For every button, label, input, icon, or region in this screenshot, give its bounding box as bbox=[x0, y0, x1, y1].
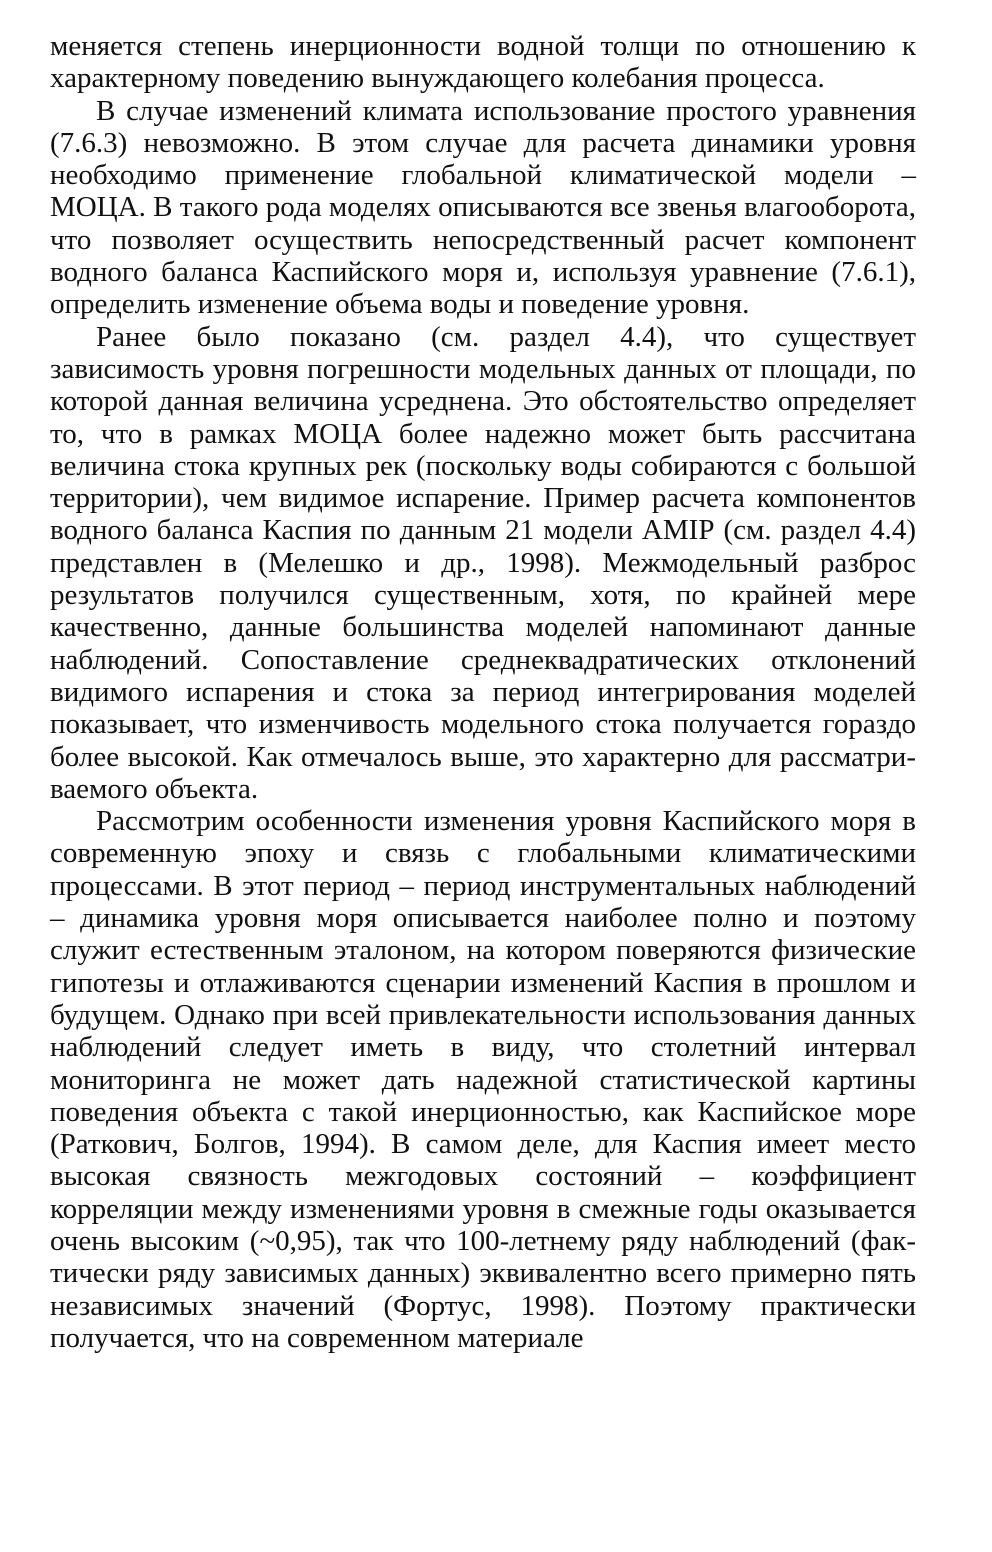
paragraph-continuation: меняется степень инерционности водной толщи по отношению к характерному поведению вынуждающего колебания процесса. bbox=[50, 30, 916, 95]
paragraph-climate-change: В случае изменений климата использование простого уравнения (7.6.3) невозможно. В этом случае для расчета динамики уровня необходимо применение глобальной климатической модели – МОЦА. В такого рода моделях описываются все звенья влагооборота, что позволяет осуществить непосредственный расчет компонент водного баланса Каспийского моря и, используя уравнение (7.6.1), определить изменение объема воды и поведение уровня. bbox=[50, 94, 916, 321]
paragraph-model-errors: Ранее было показано (см. раздел 4.4), что существует зависимость уровня погрешности модельных данных от площади, по которой данная величина усреднена. Это обстоятельство определяет то, что в рамках МОЦА более надежно может быть рассчитана величина стока крупных рек (поскольку воды собираются с большой территории), чем видимое испарение. Пример расчета компонентов водного баланса Каспия по данным 21 модели АМIР (см. раздел 4.4) представлен в (Мелешко и др., 1998). Межмодельный разброс результатов получился существенным, хотя, по крайней мере качественно, данные большинства моделей напоминают данные наблюдений. Сопоставление среднеквадратических отклонений видимого испарения и стока за период интегрирования моделей показывает, что изменчивость модельного стока получается гораздо более высокой. Как отмечалось выше, это характерно для рассматриваемого объекта. bbox=[50, 320, 916, 805]
page-body bbox=[50, 30, 916, 1354]
paragraph-caspian-level: Рассмотрим особенности изменения уровня Каспийского моря в современную эпоху и связь с глобальными климатическими процессами. В этот период – период инструментальных наблюдений – динамика уровня моря описывается наиболее полно и поэтому служит естественным эталоном, на котором поверяются физические гипотезы и отлаживаются сценарии изменений Каспия в прошлом и будущем. Однако при всей привлекательности использования данных наблюдений следует иметь в виду, что столетний интервал мониторинга не может дать надежной статистической картины поведения объекта с такой инерционностью, как Каспийское море (Раткович, Болгов, 1994). В самом деле, для Каспия имеет место высокая связность межгодовых состояний – коэффициент корреляции между изменениями уровня в смежные годы оказывается очень высоким (~0,95), так что 100-летнему ряду наблюдений (фактически ряду зависимых данных) эквивалентно всего примерно пять независимых значений (Фортус, 1998). Поэтому практически получается, что на современном материале bbox=[50, 805, 916, 1354]
